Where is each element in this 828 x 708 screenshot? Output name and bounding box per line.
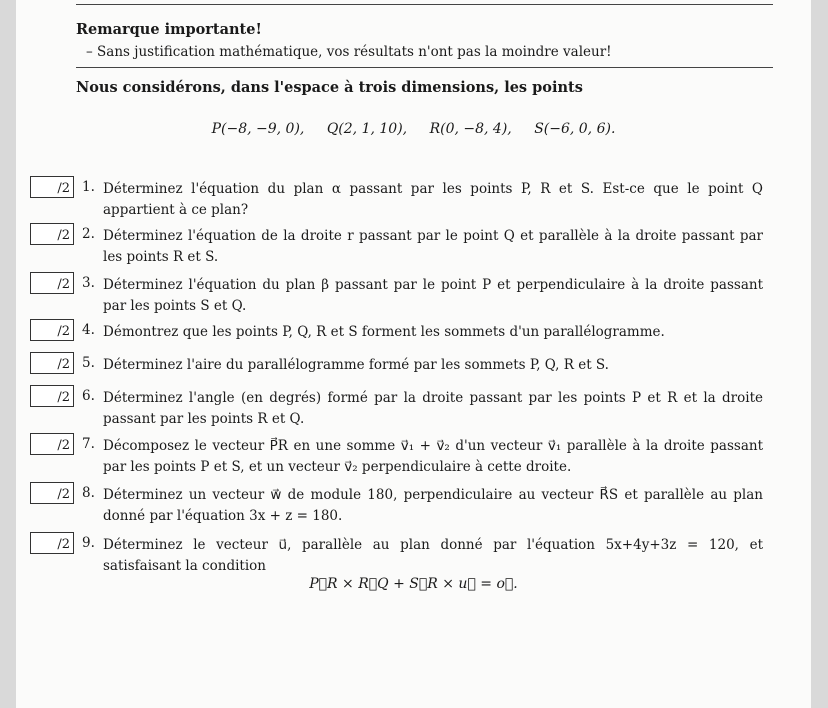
point-s: S(−6, 0, 6). xyxy=(534,121,616,137)
question-number: 3. xyxy=(82,275,95,291)
question-text: Démontrez que les points P, Q, R et S forment les sommets d'un parallélogramme. xyxy=(103,324,665,340)
score-box[interactable]: /2 xyxy=(30,385,74,407)
question-text: Déterminez le vecteur u⃗, parallèle au plan donné par l'équation 5x+4y+3z = 120, et satisfaisant la condition xyxy=(103,537,763,574)
score-box[interactable]: /2 xyxy=(30,272,74,294)
point-q: Q(2, 1, 10), xyxy=(326,121,408,137)
question-number: 9. xyxy=(82,535,95,551)
question-text: Déterminez l'équation du plan β passant par le point P et perpendiculaire à la droite passant par les points S et Q. xyxy=(103,277,763,314)
question-number: 5. xyxy=(82,355,95,371)
question-number: 2. xyxy=(82,226,95,242)
question-number: 8. xyxy=(82,485,95,501)
exam-page xyxy=(16,0,811,708)
question-number: 1. xyxy=(82,179,95,195)
intro-text: Nous considérons, dans l'espace à trois dimensions, les points xyxy=(76,79,583,96)
score-box[interactable]: /2 xyxy=(30,532,74,554)
question-text: Décomposez le vecteur P⃗R en une somme v⃗₁ + v⃗₂ d'un vecteur v⃗₁ parallèle à la droite passant par les points P et S, et un vecteur v⃗₂ perpendiculaire à cette droite. xyxy=(103,438,763,475)
score-box[interactable]: /2 xyxy=(30,223,74,245)
question-text: Déterminez l'aire du parallélogramme formé par les sommets P, Q, R et S. xyxy=(103,357,609,373)
notice-title: Remarque importante! xyxy=(76,21,262,38)
notice-text: – Sans justification mathématique, vos résultats n'ont pas la moindre valeur! xyxy=(86,44,612,60)
points-line xyxy=(16,121,811,137)
score-box[interactable]: /2 xyxy=(30,176,74,198)
question-text: Déterminez l'équation de la droite r passant par le point Q et parallèle à la droite passant par les points R et S. xyxy=(103,228,763,265)
question-text: Déterminez l'équation du plan α passant par les points P, R et S. Est-ce que le point Q appartient à ce plan? xyxy=(103,181,763,218)
score-box[interactable]: /2 xyxy=(30,319,74,341)
question-text: Déterminez un vecteur w⃗ de module 180, perpendiculaire au vecteur R⃗S et parallèle au plan donné par l'équation 3x + z = 180. xyxy=(103,487,763,524)
question-text: Déterminez l'angle (en degrés) formé par la droite passant par les points P et R et la droite passant par les points R et Q. xyxy=(103,390,763,427)
question-number: 4. xyxy=(82,322,95,338)
question-number: 6. xyxy=(82,388,95,404)
score-box[interactable]: /2 xyxy=(30,482,74,504)
point-p: P(−8, −9, 0), xyxy=(211,121,305,137)
top-rule xyxy=(76,4,773,5)
final-equation: P⃗R × R⃗Q + S⃗R × u⃗ = o⃗. xyxy=(309,576,518,592)
score-box[interactable]: /2 xyxy=(30,433,74,455)
score-box[interactable]: /2 xyxy=(30,352,74,374)
question-number: 7. xyxy=(82,436,95,452)
section-rule xyxy=(76,67,773,68)
point-r: R(0, −8, 4), xyxy=(429,121,512,137)
